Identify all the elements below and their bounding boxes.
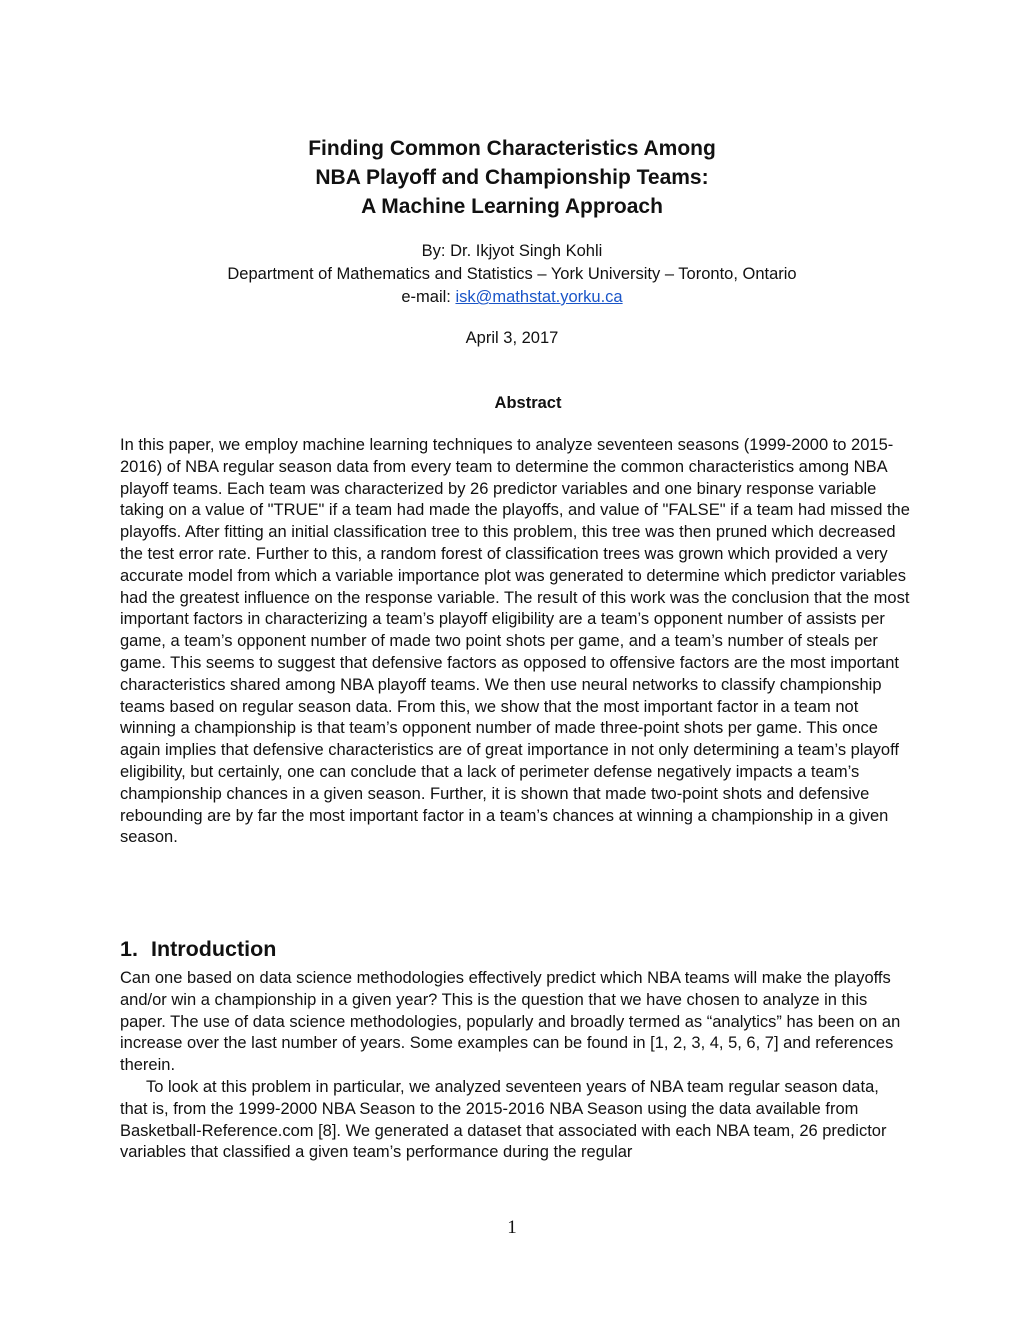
section-title: Introduction — [151, 937, 277, 961]
page-number: 1 — [507, 1217, 517, 1238]
title-line-3: A Machine Learning Approach — [361, 195, 663, 218]
email-label: e-mail: — [401, 288, 456, 306]
publication-date: April 3, 2017 — [465, 329, 559, 347]
paper-title — [0, 134, 1024, 221]
intro-paragraph-2: To look at this problem in particular, we analyzed seventeen years of NBA team regular season data, that is, from the 1999-2000 NBA Season to the 2015-2016 NBA Season using the data available from Basketball-Reference.com [8]. We generated a dataset that associated with each NBA team, 26 predictor variables that classified a given team’s performance during the regular — [120, 1077, 887, 1162]
abstract-text: In this paper, we employ machine learning techniques to analyze seventeen seasons (1999-2000 to 2015-2016) of NBA regular season data from every team to determine the common characteristics among NBA playoff teams. Each team was characterized by 26 predictor variables and one binary response variable taking on a value of "TRUE" if a team had made the playoffs, and value of "FALSE" if a team had missed the playoffs. After fitting an initial classification tree to this problem, this tree was then pruned which decreased the test error rate. Further to this, a random forest of classification trees was grown which provided a very accurate model from which a variable importance plot was generated to determine which predictor variables had the greatest influence on the response variable. The result of this work was the conclusion that the most important factors in characterizing a team’s playoff eligibility are a team’s opponent number of assists per game, a team’s opponent number of made two point shots per game, and a team’s number of steals per game. This seems to suggest that defensive factors as opposed to offensive factors are the most important characteristics shared among NBA playoff teams. We then use neural networks to classify championship teams based on regular season data. From this, we show that the most important factor in a team not winning a championship is that team’s opponent number of made three-point shots per game. This once again implies that defensive characteristics are of great importance in not only determining a team’s playoff eligibility, but certainly, one can conclude that a lack of perimeter defense negatively impacts a team’s championship chances in a given season. Further, it is shown that made two-point shots and defensive rebounding are by far the most important factor in a team’s chances at winning a championship in a given season. — [120, 436, 910, 847]
introduction-body — [120, 968, 910, 1164]
author-name: By: Dr. Ikjyot Singh Kohli — [421, 242, 603, 260]
email-link[interactable]: isk@mathstat.yorku.ca — [455, 288, 623, 306]
section-number: 1. — [120, 937, 138, 961]
abstract-heading: Abstract — [494, 394, 562, 412]
author-affiliation: Department of Mathematics and Statistics – York University – Toronto, Ontario — [227, 265, 797, 283]
title-line-1: Finding Common Characteristics Among — [308, 137, 716, 160]
author-email-line — [0, 286, 1024, 309]
title-line-2: NBA Playoff and Championship Teams: — [315, 166, 709, 189]
intro-paragraph-1: Can one based on data science methodologies effectively predict which NBA teams will make the playoffs and/or win a championship in a given year? This is the question that we have chosen to analyze in this paper. The use of data science methodologies, popularly and broadly termed as “analytics” has been on an increase over the last number of years. Some examples can be found in [1, 2, 3, 4, 5, 6, 7] and references therein. — [120, 969, 901, 1075]
section-heading-introduction — [120, 935, 276, 963]
author-block — [0, 240, 1024, 309]
